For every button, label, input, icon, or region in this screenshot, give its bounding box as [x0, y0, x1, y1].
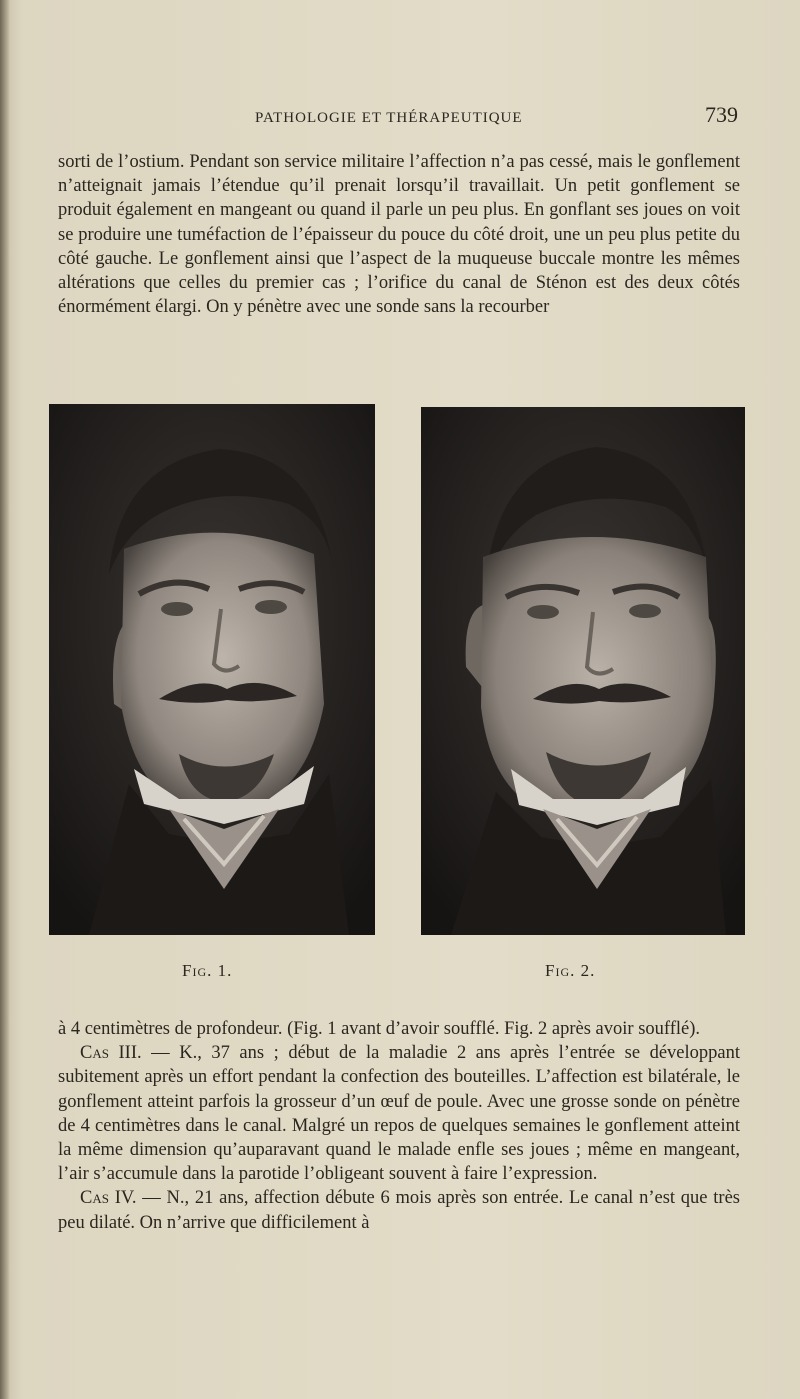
paragraph-case-4: [58, 1186, 740, 1234]
running-head: [60, 102, 740, 132]
figure-1-photo: [49, 404, 375, 935]
portrait-photo-1: [49, 404, 375, 935]
case-4-text: IV. — N., 21 ans, affection débute 6 mois après son entrée. Le canal n’est que très peu dilaté. On n’arrive que difficilement à: [58, 1188, 740, 1233]
page-spine-shadow: [0, 0, 10, 1399]
paragraph-figure-note: à 4 centimètres de profondeur. (Fig. 1 avant d’avoir soufflé. Fig. 2 après avoir soufflé).: [58, 1019, 701, 1039]
figure-2-caption-text: Fig. 2.: [545, 961, 596, 980]
body-text-top: [58, 150, 740, 319]
page-number: 739: [705, 102, 738, 127]
figure-1-caption: [182, 961, 232, 981]
body-text-bottom: [58, 1017, 740, 1235]
figure-2-caption: [545, 961, 595, 981]
figure-2-photo: [421, 407, 745, 935]
paragraph-case-3: [58, 1041, 740, 1186]
case-3-label: Cas: [80, 1043, 109, 1064]
case-4-label: Cas: [80, 1188, 109, 1209]
paragraph-top: sorti de l’ostium. Pendant son service militaire l’affection n’a pas cessé, mais le gonflement n’atteignait jamais l’étendue qu’il prenait lorsqu’il travaillait. Un petit gonflement se produit également en mangeant ou quand il parle un peu plus. En gonflant ses joues on voit se produire une tuméfaction de l’épaisseur du pouce du côté droit, une un peu plus petite du côté gauche. Le gonflement ainsi que l’aspect de la muqueuse buccale montre les mêmes altérations que celles du premier cas ; l’orifice du canal de Sténon est des deux côtés énormément élargi. On y pénètre avec une sonde sans la recourber: [58, 152, 740, 318]
case-3-text: III. — K., 37 ans ; début de la maladie 2 ans après l’entrée se développant subitement après un effort pendant la confection des bouteilles. L’affection est bilatérale, le gonflement atteint parfois la grosseur d’un œuf de poule. Avec une grosse sonde on pénètre de 4 centimètres dans le canal. Malgré un repos de quelques semaines le gonflement atteint la même dimension qu’auparavant quand le malade enfle ses joues ; même en mangeant, l’air s’accumule dans la parotide l’obligeant souvent à faire l’expression.: [58, 1043, 740, 1185]
portrait-photo-2: [421, 407, 745, 935]
running-title: PATHOLOGIE ET THÉRAPEUTIQUE: [255, 110, 523, 126]
figure-1-caption-text: Fig. 1.: [182, 961, 233, 980]
